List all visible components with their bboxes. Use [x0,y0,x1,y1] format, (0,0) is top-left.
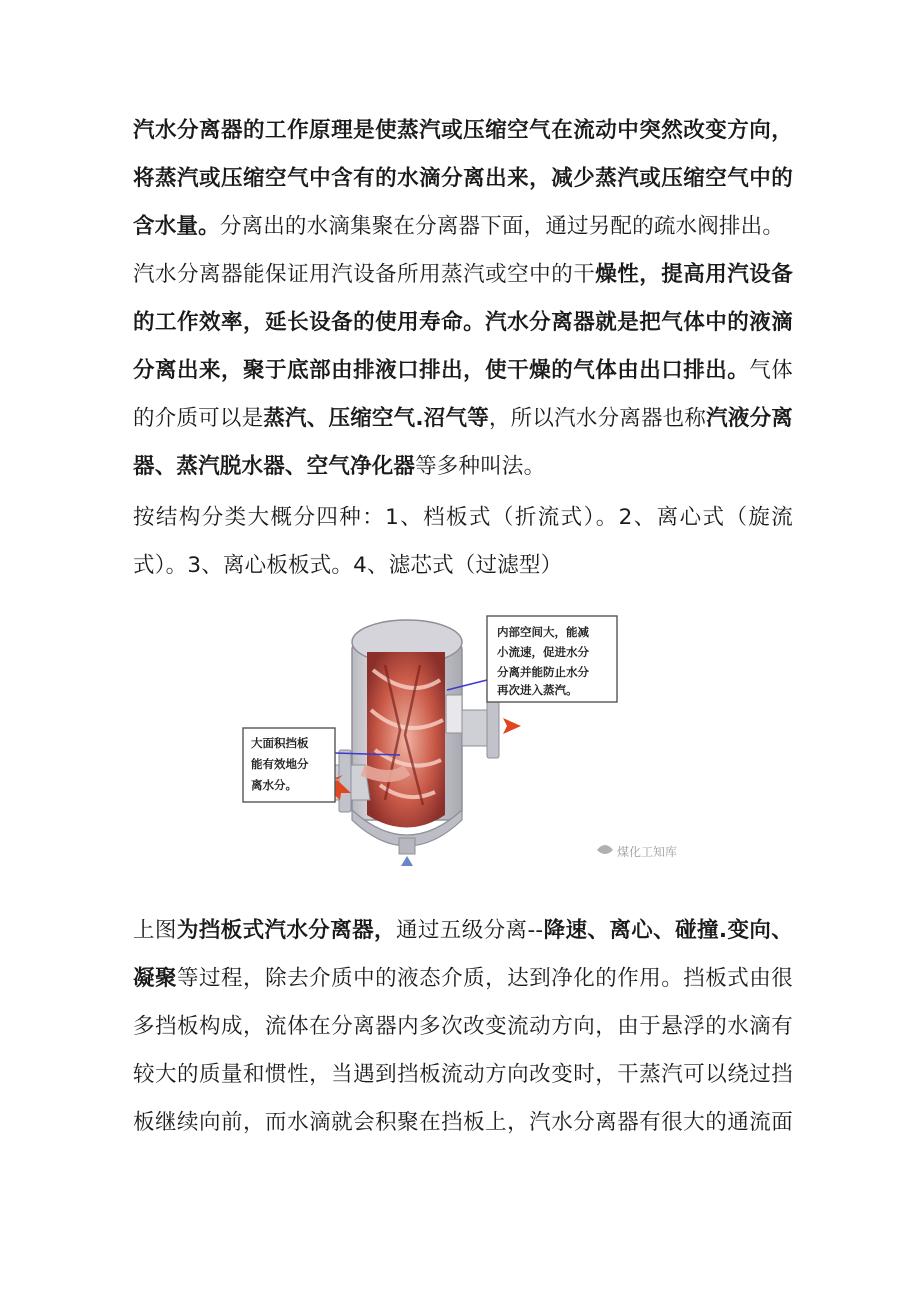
p4-line1 [133,916,793,946]
p3-line2 [133,551,793,581]
separator-diagram [235,610,695,872]
callout-left-line1: 大面积挡板 [251,736,309,750]
p2-line4-b: 蒸汽、压缩空气.沼气等 [263,406,489,431]
p2-line4-c: ，所以汽水分离器也称 [488,406,707,431]
p2-line3 [133,356,793,386]
p2-line5 [133,452,793,482]
callout-right [487,616,617,702]
p4-line1-c: 通过五级分离-- [395,918,544,943]
p2-line3-bold: 分离出来，聚于底部由排液口排出，使干燥的气体由出口排出。 [133,358,750,383]
p4-line1-d: 降速、离心、碰撞.变向、 [543,918,793,943]
p1-line1 [133,116,793,146]
callout-right-line1: 内部空间大，能减 [497,625,589,639]
callout-right-line3: 分离并能防止水分 [497,665,589,679]
callout-right-line2: 小流速，促进水分 [497,645,589,659]
p2-line2 [133,308,793,338]
p4-line3-text: 多挡板构成，流体在分离器内多次改变流动方向，由于悬浮的水滴有 [133,1014,793,1039]
p4-line4-text: 较大的质量和惯性，当遇到挡板流动方向改变时，干蒸汽可以绕过挡 [133,1062,793,1087]
p1-line2 [133,164,793,194]
p4-line1-a: 上图 [133,918,177,943]
p1-line3-normal: 分离出的水滴集聚在分离器下面，通过另配的疏水阀排出。 [219,214,785,239]
p3-line1 [133,503,793,533]
p3-line1-text: 按结构分类大概分四种：1、档板式（折流式）。2、离心式（旋流 [133,505,793,530]
p2-line4-a: 的介质可以是 [133,406,264,431]
p2-line1 [133,260,793,290]
p1-line3 [133,212,793,242]
p4-line2 [133,964,793,994]
watermark [597,844,677,859]
watermark-text: 煤化工知库 [617,845,678,859]
p2-line1-bold: 燥性，提高用汽设备 [595,262,793,287]
p1-line3-bold: 含水量。 [133,214,220,239]
p2-line2-text: 的工作效率，延长设备的使用寿命。汽水分离器就是把气体中的液滴 [133,310,793,335]
p4-line2-bold: 凝聚 [133,966,178,991]
watermark-logo-icon [597,845,613,854]
callout-left-line3: 离水分。 [251,778,297,792]
p2-line5-bold: 器、蒸汽脱水器、空气净化器 [133,454,416,479]
p4-line5 [133,1108,793,1138]
p2-line4-d: 汽液分离 [706,406,793,431]
p4-line2-normal: 等过程，除去介质中的液态介质，达到净化的作用。挡板式由很 [177,966,793,991]
p1-line1-text: 汽水分离器的工作原理是使蒸汽或压缩空气在流动中突然改变方向， [133,118,793,143]
p2-line4 [133,404,793,434]
p2-line5-normal: 等多种叫法。 [415,454,546,479]
p4-line5-text: 板继续向前，而水滴就会积聚在挡板上，汽水分离器有很大的通流面 [133,1110,793,1135]
p4-line3 [133,1012,793,1042]
callout-left [243,728,335,802]
drain-outlet [399,838,415,866]
p4-line4 [133,1060,793,1090]
p2-line3-normal: 气体 [749,358,793,383]
p4-line1-b: 为挡板式汽水分离器， [176,918,396,943]
callout-right-line4: 再次进入蒸汽。 [497,683,578,697]
callout-left-line2: 能有效地分 [251,757,309,771]
p3-line2-text: 式）。3、离心板板式。4、滤芯式（过滤型） [133,553,563,578]
p2-line1-normal: 汽水分离器能保证用汽设备所用蒸汽或空中的干 [133,262,596,287]
p1-line2-text: 将蒸汽或压缩空气中含有的水滴分离出来，减少蒸汽或压缩空气中的 [133,166,793,191]
